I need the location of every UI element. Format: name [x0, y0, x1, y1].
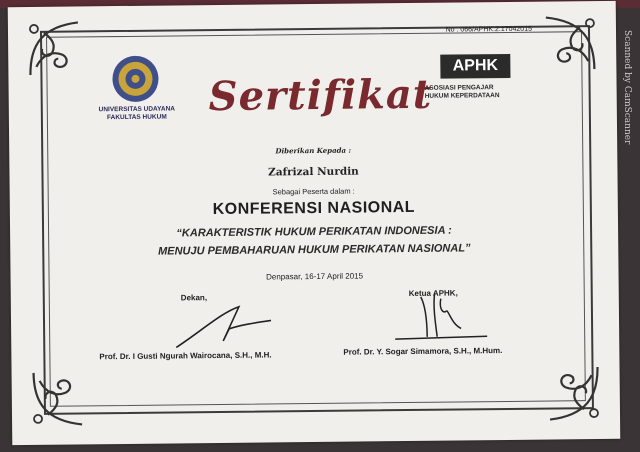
certificate-title: Sertifikat — [208, 70, 433, 121]
ornament-top-left-icon — [22, 14, 93, 85]
dean-role: Dekan, — [180, 293, 208, 303]
participant-label: Sebagai Peserta dalam : — [272, 186, 355, 197]
recipient-name: Zafrizal Nurdin — [268, 165, 359, 179]
dean-name: Prof. Dr. I Gusti Ngurah Wairocana, S.H., M.H. — [99, 350, 272, 362]
association-name — [425, 84, 535, 101]
theme-line-2: MENUJU PEMBAHARUAN HUKUM PERIKATAN NASIONAL” — [157, 242, 471, 258]
chair-signature — [391, 284, 492, 345]
university-seal-icon — [110, 54, 161, 105]
ornament-bottom-left-icon — [25, 362, 96, 433]
university-line-2: FAKULTAS HUKUM — [106, 113, 167, 122]
given-to-label: Diberikan Kepada : — [275, 145, 352, 156]
place-date: Denpasar, 16-17 April 2015 — [266, 271, 364, 282]
dean-signature — [171, 300, 282, 351]
university-line-1: UNIVERSITAS UDAYANA — [98, 105, 176, 114]
association-line-2: HUKUM KEPERDATAAN — [424, 92, 500, 100]
ornament-bottom-right-icon — [535, 357, 606, 428]
scanner-watermark: Scanned by CamScanner — [622, 30, 632, 145]
event-name: KONFERENSI NASIONAL — [212, 198, 416, 219]
association-line-1: ASOSIASI PENGAJAR — [424, 84, 494, 92]
ornament-top-right-icon — [532, 9, 603, 80]
chair-role: Ketua APHK, — [408, 288, 458, 299]
university-name — [79, 105, 195, 122]
chair-name: Prof. Dr. Y. Sogar Simamora, S.H., M.Hum. — [343, 346, 503, 357]
certificate-number: No : 066/APHK.2.17042015 — [445, 25, 533, 34]
certificate-sheet — [8, 1, 621, 445]
theme-line-1: “KARAKTERISTIK HUKUM PERIKATAN INDONESIA : — [176, 224, 452, 240]
aphk-logo: APHK — [440, 54, 510, 79]
